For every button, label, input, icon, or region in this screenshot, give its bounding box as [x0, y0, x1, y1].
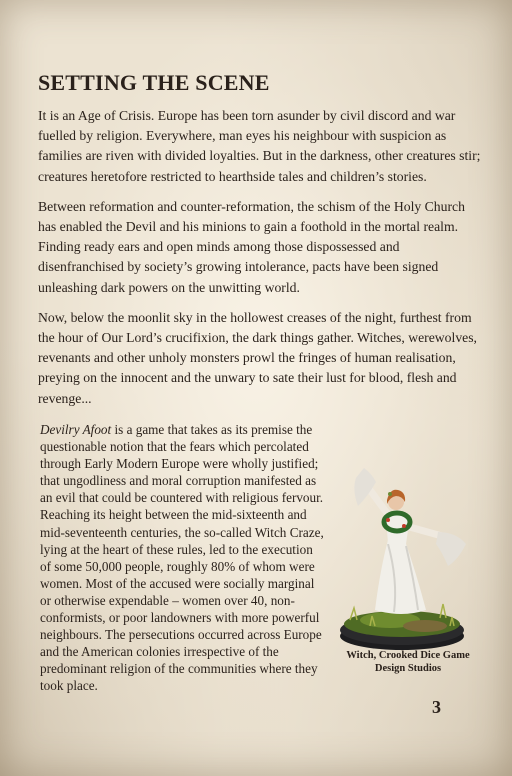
section-heading: SETTING THE SCENE: [38, 70, 270, 95]
intro-paragraph-1: It is an Age of Crisis. Europe has been torn asunder by civil discord and war fuelled by religion. Everywhere, man eyes his neighbour with suspicion as families are riven with divided loyalties. But in the darkness, other creatures stir; creatures heretofore restricted to hearthside tales and children’s stories.: [38, 108, 481, 184]
game-title: Devilry Afoot: [40, 422, 112, 437]
intro-text: [38, 106, 484, 419]
witch-miniature-image: [330, 460, 480, 660]
intro-paragraph-3: Now, below the moonlit sky in the hollowest creases of the night, furthest from the hour of Our Lord’s crucifixion, the dark things gather. Witches, werewolves, revenants and other unholy monsters prowl the fringes of human realisation, preying on the innocent and the unwary to sate their lust for blood, flesh and revenge...: [38, 309, 477, 406]
caption-line-2: Design Studios: [374, 663, 442, 674]
body-paragraph: [40, 421, 325, 695]
body-paragraph-text: is a game that takes as its premise the questionable notion that the fears which percolated through Early Modern Europe were wholly justified; that ungodliness and moral corruption manifested as an evil that could be countered with religious fervour. Reaching its height between the mid-sixteenth and mid-seventeenth centuries, the so-called Witch Craze, lying at the heart of these rules, led to the execution of some 50,000 people, roughly 80% of whom were women. Most of the accused were socially marginal or otherwise expendable – women over 40, non-conformists, or poor landowners with more powerful neighbours. The persecutions occurred across Europe and the American colonies irrespective of the predominant religion of the communities where they took place.: [40, 422, 324, 694]
intro-paragraph-2: Between reformation and counter-reformation, the schism of the Holy Church has enabled the Devil and his minions to gain a foothold in the mortal realm. Finding ready ears and open minds among those dispossessed and disenfranchised by society’s growing intolerance, pacts have been signed unleashing dark powers on the unwitting world.: [38, 198, 465, 295]
body-text: [40, 421, 325, 695]
page-number: 3: [432, 697, 441, 717]
caption-line-1: Witch, Crooked Dice Game: [346, 650, 470, 661]
figure-caption: [333, 649, 483, 675]
